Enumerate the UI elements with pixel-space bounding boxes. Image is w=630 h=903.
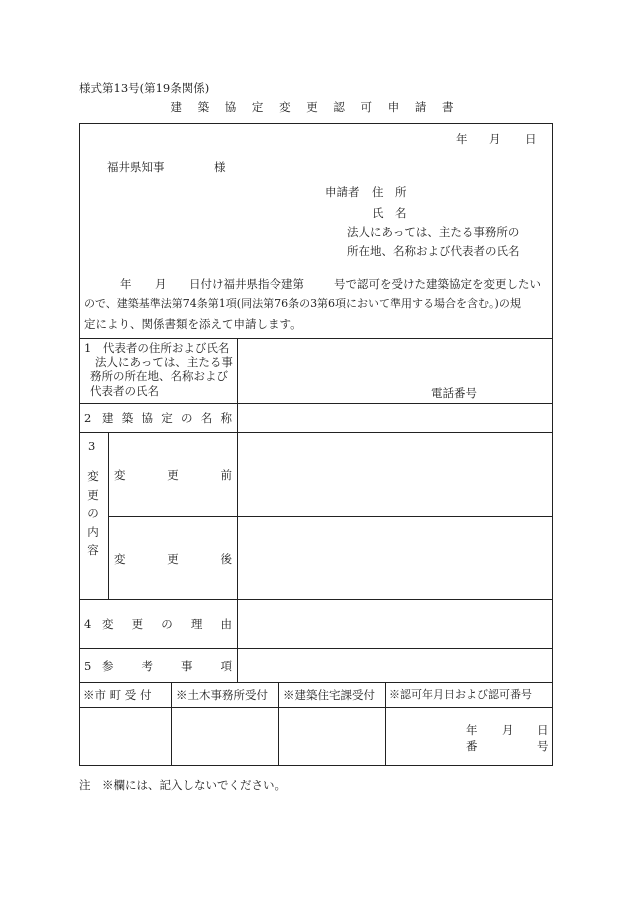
section5-char: 項 bbox=[220, 659, 232, 673]
body-year: 年 bbox=[120, 277, 132, 291]
section2-number: 2 bbox=[84, 411, 92, 425]
section3-number: 3 bbox=[88, 439, 96, 453]
receipt-year: 年 bbox=[466, 723, 478, 737]
section4-char: の bbox=[161, 617, 173, 631]
divider-section3 bbox=[79, 599, 553, 600]
form-number-label: 様式第13号(第19条関係) bbox=[79, 81, 210, 95]
before-char: 更 bbox=[167, 468, 179, 482]
divider-before-after bbox=[108, 516, 553, 517]
section1-line3: 務所の所在地、名称および bbox=[90, 369, 228, 383]
section2-char: 定 bbox=[161, 411, 173, 425]
divider-section2 bbox=[79, 432, 553, 433]
section2-char: 名 bbox=[200, 411, 213, 425]
column-divider-receipt-2 bbox=[278, 682, 279, 766]
applicant-corp-note-1: 法人にあっては、主たる事務所の bbox=[347, 225, 520, 239]
section4-char: 理 bbox=[190, 617, 203, 631]
section4-number: 4 bbox=[84, 617, 92, 631]
receipt-number-go: 号 bbox=[537, 739, 549, 753]
divider-section1 bbox=[79, 403, 553, 404]
applicant-label: 申請者 bbox=[325, 185, 360, 199]
section5-char: 事 bbox=[181, 659, 193, 673]
receipt-month: 月 bbox=[502, 723, 514, 737]
section5-char: 参 bbox=[102, 659, 114, 673]
section4-char: 変 bbox=[102, 617, 114, 631]
divider-section5 bbox=[79, 682, 553, 683]
section2-char: 称 bbox=[220, 411, 232, 425]
column-divider-receipt-3 bbox=[385, 682, 386, 766]
receipt-municipal: ※市 町 受 付 bbox=[83, 688, 152, 702]
receipt-day: 日 bbox=[537, 723, 549, 737]
section5-char: 考 bbox=[141, 659, 153, 673]
section5-number: 5 bbox=[84, 659, 92, 673]
applicant-address-label: 住 所 bbox=[372, 185, 407, 199]
section1-line1: 1 代表者の住所および氏名 bbox=[84, 341, 230, 355]
date-month: 月 bbox=[489, 132, 501, 146]
receipt-approval: ※認可年月日および認可番号 bbox=[389, 688, 532, 701]
section1-line4: 代表者の氏名 bbox=[90, 384, 159, 398]
footer-note: 注 ※欄には、記入しないでください。 bbox=[79, 778, 286, 792]
receipt-housing-dept: ※建築住宅課受付 bbox=[283, 688, 375, 702]
after-char: 変 bbox=[114, 552, 126, 566]
body-text-line3: 定により、関係書類を添えて申請します。 bbox=[84, 317, 302, 331]
column-divider-section3 bbox=[108, 432, 109, 599]
receipt-number-ban: 番 bbox=[466, 739, 478, 753]
document-title: 建 築 協 定 変 更 認 可 申 請 書 bbox=[170, 100, 460, 114]
section2-char: 築 bbox=[121, 411, 134, 425]
section2-label bbox=[102, 411, 232, 425]
before-char: 前 bbox=[220, 468, 232, 482]
column-divider-main bbox=[237, 338, 238, 682]
body-text-1: 日付け福井県指令建第 bbox=[189, 277, 304, 291]
section2-char: の bbox=[181, 411, 193, 425]
after-char: 後 bbox=[220, 552, 232, 566]
section1-line2: 法人にあっては、主たる事 bbox=[95, 355, 233, 369]
section4-char: 更 bbox=[131, 617, 144, 631]
section2-char: 協 bbox=[141, 411, 153, 425]
before-char: 変 bbox=[114, 468, 126, 482]
date-day: 日 bbox=[525, 132, 537, 146]
section3-vertical-label: 変更の内容 bbox=[87, 469, 99, 557]
column-divider-receipt-1 bbox=[171, 682, 172, 766]
applicant-corp-note-2: 所在地、名称および代表者の氏名 bbox=[347, 244, 520, 258]
applicant-name-label: 氏 名 bbox=[372, 206, 407, 220]
section5-label bbox=[102, 659, 232, 673]
receipt-civil-office: ※土木事務所受付 bbox=[176, 688, 268, 702]
divider-header bbox=[79, 338, 553, 339]
addressee-governor: 福井県知事 bbox=[107, 160, 165, 174]
section3-before-label bbox=[114, 468, 232, 482]
section3-after-label bbox=[114, 552, 232, 566]
body-text-2: 号で認可を受けた建築協定を変更したい bbox=[334, 277, 541, 291]
section4-char: 由 bbox=[220, 617, 232, 631]
body-month: 月 bbox=[155, 277, 167, 291]
divider-section4 bbox=[79, 648, 553, 649]
addressee-honorific: 様 bbox=[214, 160, 226, 174]
section2-char: 建 bbox=[102, 411, 114, 425]
section1-phone-label: 電話番号 bbox=[431, 386, 477, 400]
divider-receipt-header bbox=[79, 707, 553, 708]
section4-label bbox=[102, 617, 232, 631]
body-text-line2: ので、建築基準法第74条第1項(同法第76条の3第6項において準用する場合を含む。)の規 bbox=[84, 297, 521, 310]
after-char: 更 bbox=[167, 552, 179, 566]
date-year: 年 bbox=[456, 132, 468, 146]
